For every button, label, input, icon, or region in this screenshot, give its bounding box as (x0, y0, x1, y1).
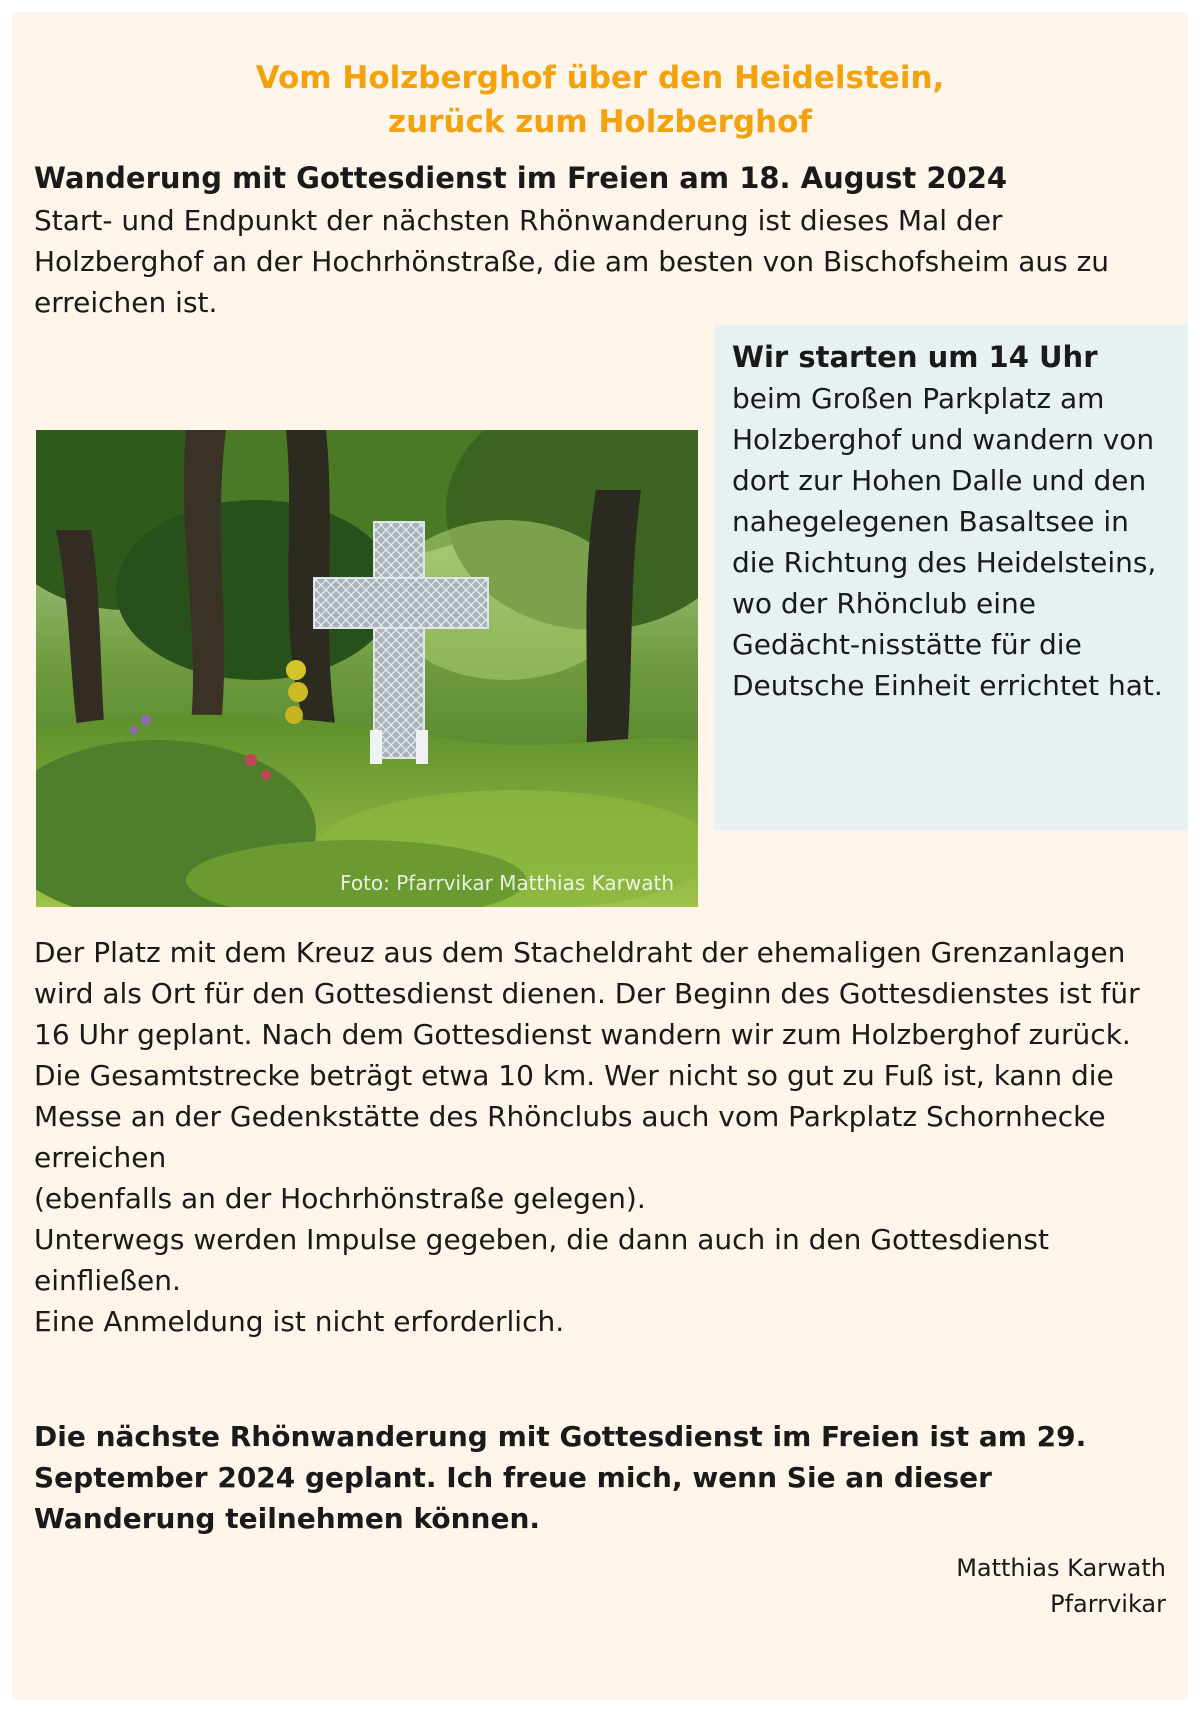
main-paragraph-1: Der Platz mit dem Kreuz aus dem Stacheldraht der ehemaligen Grenzanlagen wird als Ort für den Gottesdienst dienen. Der Beginn des Gottesdienstes ist für 16 Uhr geplant. Nach dem Gottesdienst wandern wir zum Holzberghof zurück. Die Gesamtstrecke beträgt etwa 10 km. Wer nicht so gut zu Fuß ist, kann die Messe an der Gedenkstätte des Rhönclubs auch vom Parkplatz Schornhecke erreichen (34, 936, 1140, 1174)
start-info-content (732, 337, 1172, 706)
main-text (34, 932, 1174, 1342)
cross-photo (36, 430, 698, 907)
intro-paragraph: Start- und Endpunkt der nächsten Rhönwanderung ist dieses Mal der Holzberghof an der Hochrhönstraße, die am besten von Bischofsheim aus zu erreichen ist. (34, 204, 1110, 319)
signature (956, 1550, 1166, 1622)
forest-cross-image (36, 430, 698, 907)
event-subtitle: Wanderung mit Gottesdienst im Freien am 18. August 2024 (34, 161, 1008, 195)
page-title (12, 56, 1188, 144)
start-info-heading: Wir starten um 14 Uhr (732, 340, 1098, 374)
flyer-page (12, 12, 1188, 1700)
title-line-2: zurück zum Holzberghof (388, 104, 812, 140)
start-info-text: beim Großen Parkplatz am Holzberghof und wandern von dort zur Hohen Dalle und den nahegelegenen Basaltsee in die Richtung des Heidelsteins, wo der Rhönclub eine Gedächt-nisstätte für die Deutsche Einheit errichtet hat. (732, 382, 1163, 702)
main-paragraph-2: (ebenfalls an der Hochrhönstraße gelegen). (34, 1182, 646, 1215)
title-line-1: Vom Holzberghof über den Heidelstein, (255, 60, 945, 96)
closing-paragraph: Die nächste Rhönwanderung mit Gottesdienst im Freien ist am 29. September 2024 geplant. Ich freue mich, wenn Sie an dieser Wanderung teilnehmen können. (34, 1420, 1087, 1535)
start-info-box (714, 325, 1188, 830)
main-paragraph-3: Unterwegs werden Impulse gegeben, die dann auch in den Gottesdienst einfließen. (34, 1223, 1049, 1297)
photo-credit: Foto: Pfarrvikar Matthias Karwath (340, 871, 674, 895)
main-paragraph-4: Eine Anmeldung ist nicht erforderlich. (34, 1305, 565, 1338)
signature-role: Pfarrvikar (1050, 1590, 1166, 1618)
signature-name: Matthias Karwath (956, 1554, 1166, 1582)
